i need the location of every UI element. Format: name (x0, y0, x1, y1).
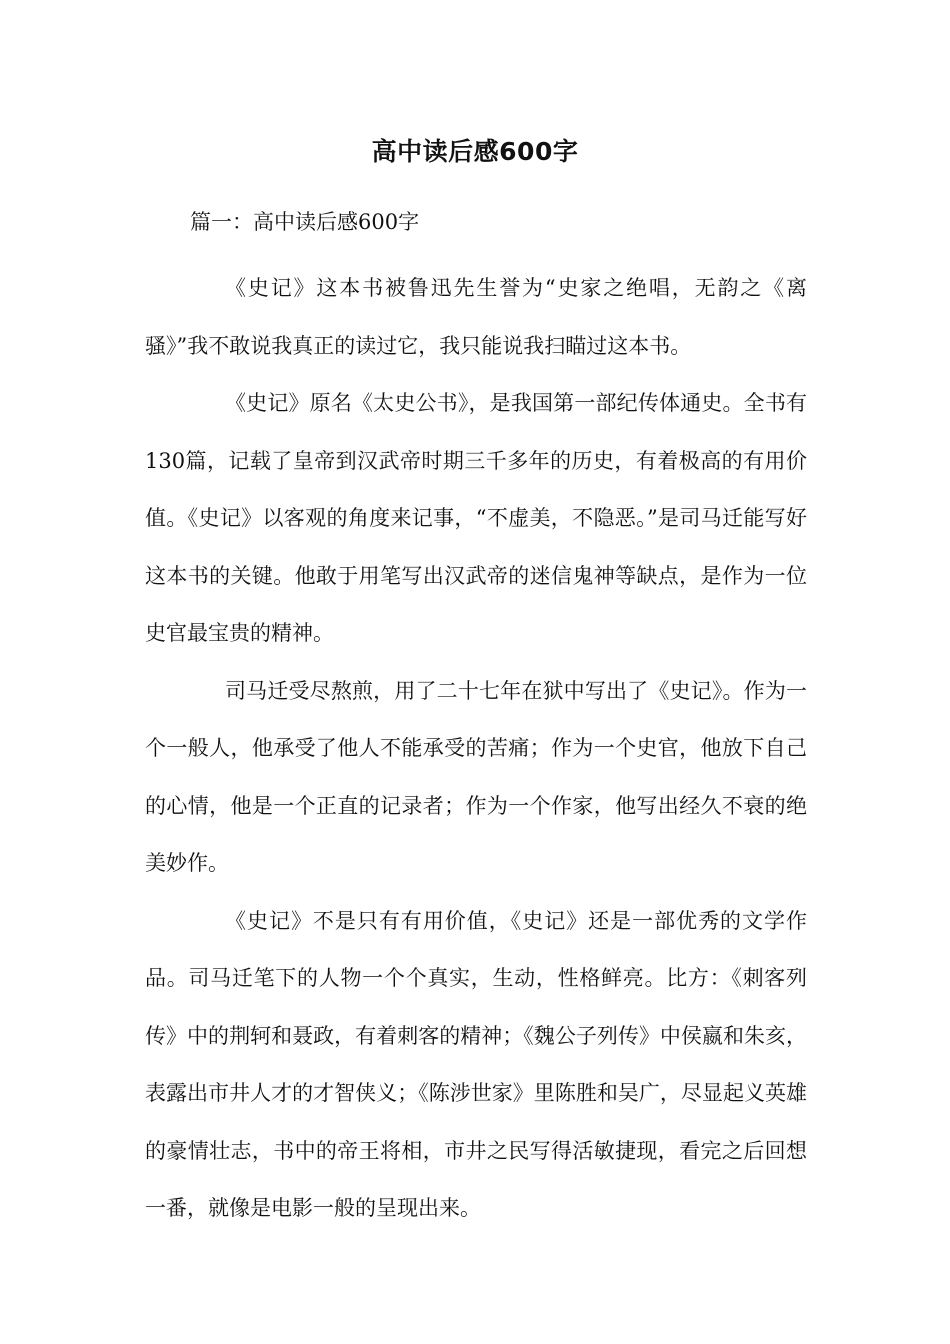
paragraph: 《史记》原名《太史公书》，是我国第一部纪传体通史。全书有130篇，记载了皇帝到汉武帝时期三千多年的历史，有着极高的有用价值。《史记》以客观的角度来记事，“不虚美，不隐恶。”是司马迁能写好这本书的关键。他敢于用笔写出汉武帝的迷信鬼神等缺点，是作为一位史官最宝贵的精神。 (145, 391, 807, 645)
document-body (145, 260, 807, 1238)
paragraph: 《史记》这本书被鲁迅先生誉为“史家之绝唱，无韵之《离骚》”我不敢说我真正的读过它，我只能说我扫瞄过这本书。 (145, 276, 807, 358)
document-title: 高中读后感600字 (371, 137, 579, 166)
section-heading: 篇一：高中读后感600字 (190, 210, 420, 234)
paragraph: 司马迁受尽熬煎，用了二十七年在狱中写出了《史记》。作为一个一般人，他承受了他人不能承受的苦痛；作为一个史官，他放下自己的心情，他是一个正直的记录者；作为一个作家，他写出经久不衰的绝美妙作。 (145, 678, 807, 875)
paragraph: 《史记》不是只有有用价值，《史记》还是一部优秀的文学作品。司马迁笔下的人物一个个真实，生动，性格鲜亮。比方：《刺客列传》中的荆轲和聂政，有着刺客的精神；《魏公子列传》中侯嬴和朱亥，表露出市井人才的才智侠义；《陈涉世家》里陈胜和吴广，尽显起义英雄的豪情壮志，书中的帝王将相，市井之民写得活敏捷现，看完之后回想一番，就像是电影一般的呈现出来。 (145, 908, 807, 1220)
